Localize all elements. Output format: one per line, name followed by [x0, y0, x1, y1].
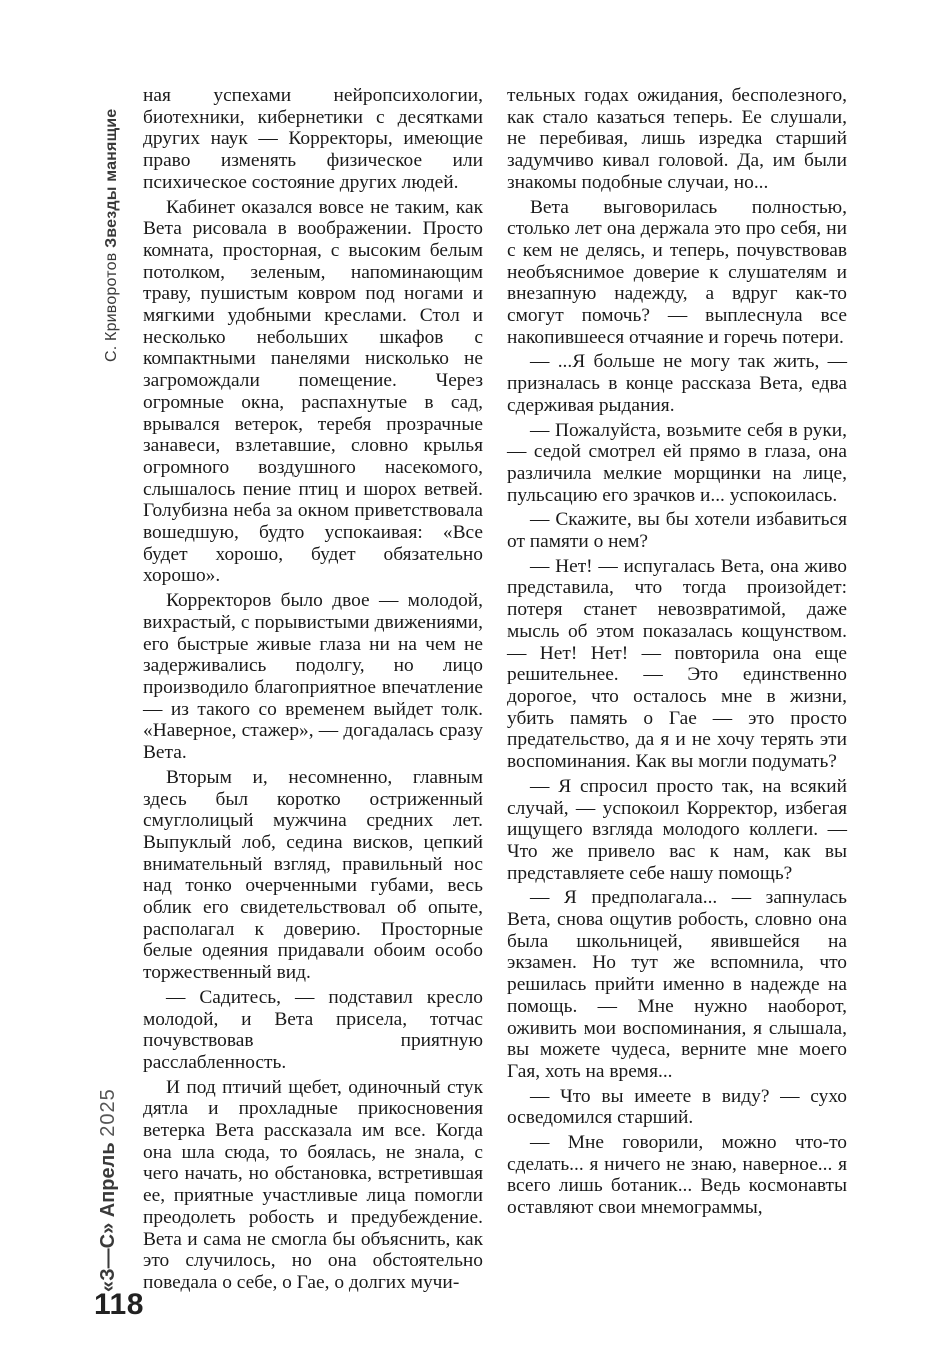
paragraph: И под птичий щебет, одиночный стук дятла и прохладные прикосновения ветерка Вета рассказала им все. Когда она шла сюда, то боялась, не знала, с чего начать, но обстановка, встретившая ее, приятные участливые лица помогли преодолеть робость и предубеждение. Вета и сама не смогла бы объяснить, как это случилось, но она обстоятельно поведала о себе, о Гае, о долгих мучи-: [143, 1076, 483, 1293]
paragraph: — Нет! — испугалась Вета, она живо представила, что тогда произойдет: потеря станет невозвратимой, даже мысль об этом показалась кощунством. — Нет! Нет! — повторила она еще решительнее. — Это единственно дорогое, что осталось мне в жизни, убить память о Гае — это просто предательство, да я и не хочу терять эти воспоминания. Как вы могли подумать?: [507, 555, 847, 773]
paragraph: — Я спросил просто так, на всякий случай, — успокоил Корректор, избегая ищущего взгляда молодого коллеги. — Что же привело вас к нам, как вы представляете себе нашу помощь?: [507, 775, 847, 884]
paragraph: Корректоров было двое — молодой, вихрастый, с порывистыми движениями, его быстрые живые глаза ни на чем не задерживались подолгу, но лицо производило благоприятное впечатление — из такого со временем выйдет толк. «Наверное, стажер», — догадалась сразу Вета.: [143, 590, 483, 764]
paragraph: тельных годах ожидания, бесполезного, как стало казаться теперь. Ее слушали, не перебивая, лишь изредка старший задумчиво кивал головой. Да, им были знакомы подобные случаи, но...: [507, 85, 847, 193]
paragraph: — Мне говорили, можно что-то сделать... я ничего не знаю, наверное... я всего лишь ботаник... Ведь космонавты оставляют свои мнемограммы,: [507, 1132, 847, 1219]
paragraph: — ...Я больше не могу так жить, — призналась в конце рассказа Вета, едва сдерживая рыдания.: [507, 351, 847, 416]
paragraph: ная успехами нейропсихологии, биотехники, кибернетики с десятками других наук — Корректоры, имеющие право изменять физическое или психическое состояние других людей.: [143, 85, 483, 193]
running-head-title: Звезды манящие: [103, 108, 120, 248]
paragraph: — Садитесь, — подставил кресло молодой, и Вета присела, тотчас почувствовав приятную расслабленность.: [143, 986, 483, 1073]
paragraph: Вета выговорилась полностью, столько лет она держала это про себя, ни с кем не делясь, и теперь, почувствовав необъяснимое доверие к слушателям и внезапную надежду, а вдруг как-то смогут помочь? — выплеснула все накопившееся отчаяние и горечь потери.: [507, 196, 847, 348]
text-column-right: [507, 85, 847, 1219]
paragraph: Вторым и, несомненно, главным здесь был коротко остриженный смуглолицый мужчина средних лет. Выпуклый лоб, седина висков, цепкий внимательный взгляд, правильный нос над тонко очерченными губами, весь облик его свидетельствовал об опыте, располагал к доверию. Просторные белые одеяния придавали обоим особо торжественный вид.: [143, 766, 483, 984]
paragraph: — Я предполагала... — запнулась Вета, снова ощутив робость, словно она была школьницей, явившейся на экзамен. Но тут же вспомнила, что решилась прийти именно в надежде на помощь. — Мне нужно наоборот, оживить мои воспоминания, я слышала, вы можете чудеса, верните мне моего Гая, хоть на время...: [507, 887, 847, 1082]
running-head-author: С. Криворотов: [103, 252, 120, 362]
paragraph: — Скажите, вы бы хотели избавиться от памяти о нем?: [507, 509, 847, 553]
text-column-left: [143, 85, 483, 1294]
issue-month: Апрель: [97, 1142, 119, 1218]
paragraph: Кабинет оказался вовсе не таким, как Вета рисовала в воображении. Просто комната, просторная, с высоким белым потолком, зеленым, напоминающим траву, пушистым ковром под ногами и мягкими удобными креслами. Стол и несколько небольших шкафов с компактными панелями нисколько не загромождали помещение. Через огромные окна, распахнутые в сад, врывался ветерок, теребя прозрачные занавеси, взлетавшие, словно крылья огромного воздушного насекомого, слышалось пение птиц и шорох ветвей. Голубизна неба за окном приветствовала вошедшую, будто успокаивая: «Все будет хорошо, будет обязательно хорошо».: [143, 196, 483, 587]
page-number: 118: [94, 1288, 144, 1321]
issue-label: [97, 1088, 120, 1292]
paragraph: — Что вы имеете в виду? — сухо осведомился старший.: [507, 1085, 847, 1129]
issue-year: 2025: [97, 1088, 119, 1137]
magazine-name: «З—С»: [97, 1222, 119, 1292]
paragraph: — Пожалуйста, возьмите себя в руки, — седой смотрел ей прямо в глаза, она различила мелкие морщинки на лице, пульсацию его зрачков и... успокоилась.: [507, 419, 847, 506]
running-head: [103, 109, 121, 362]
